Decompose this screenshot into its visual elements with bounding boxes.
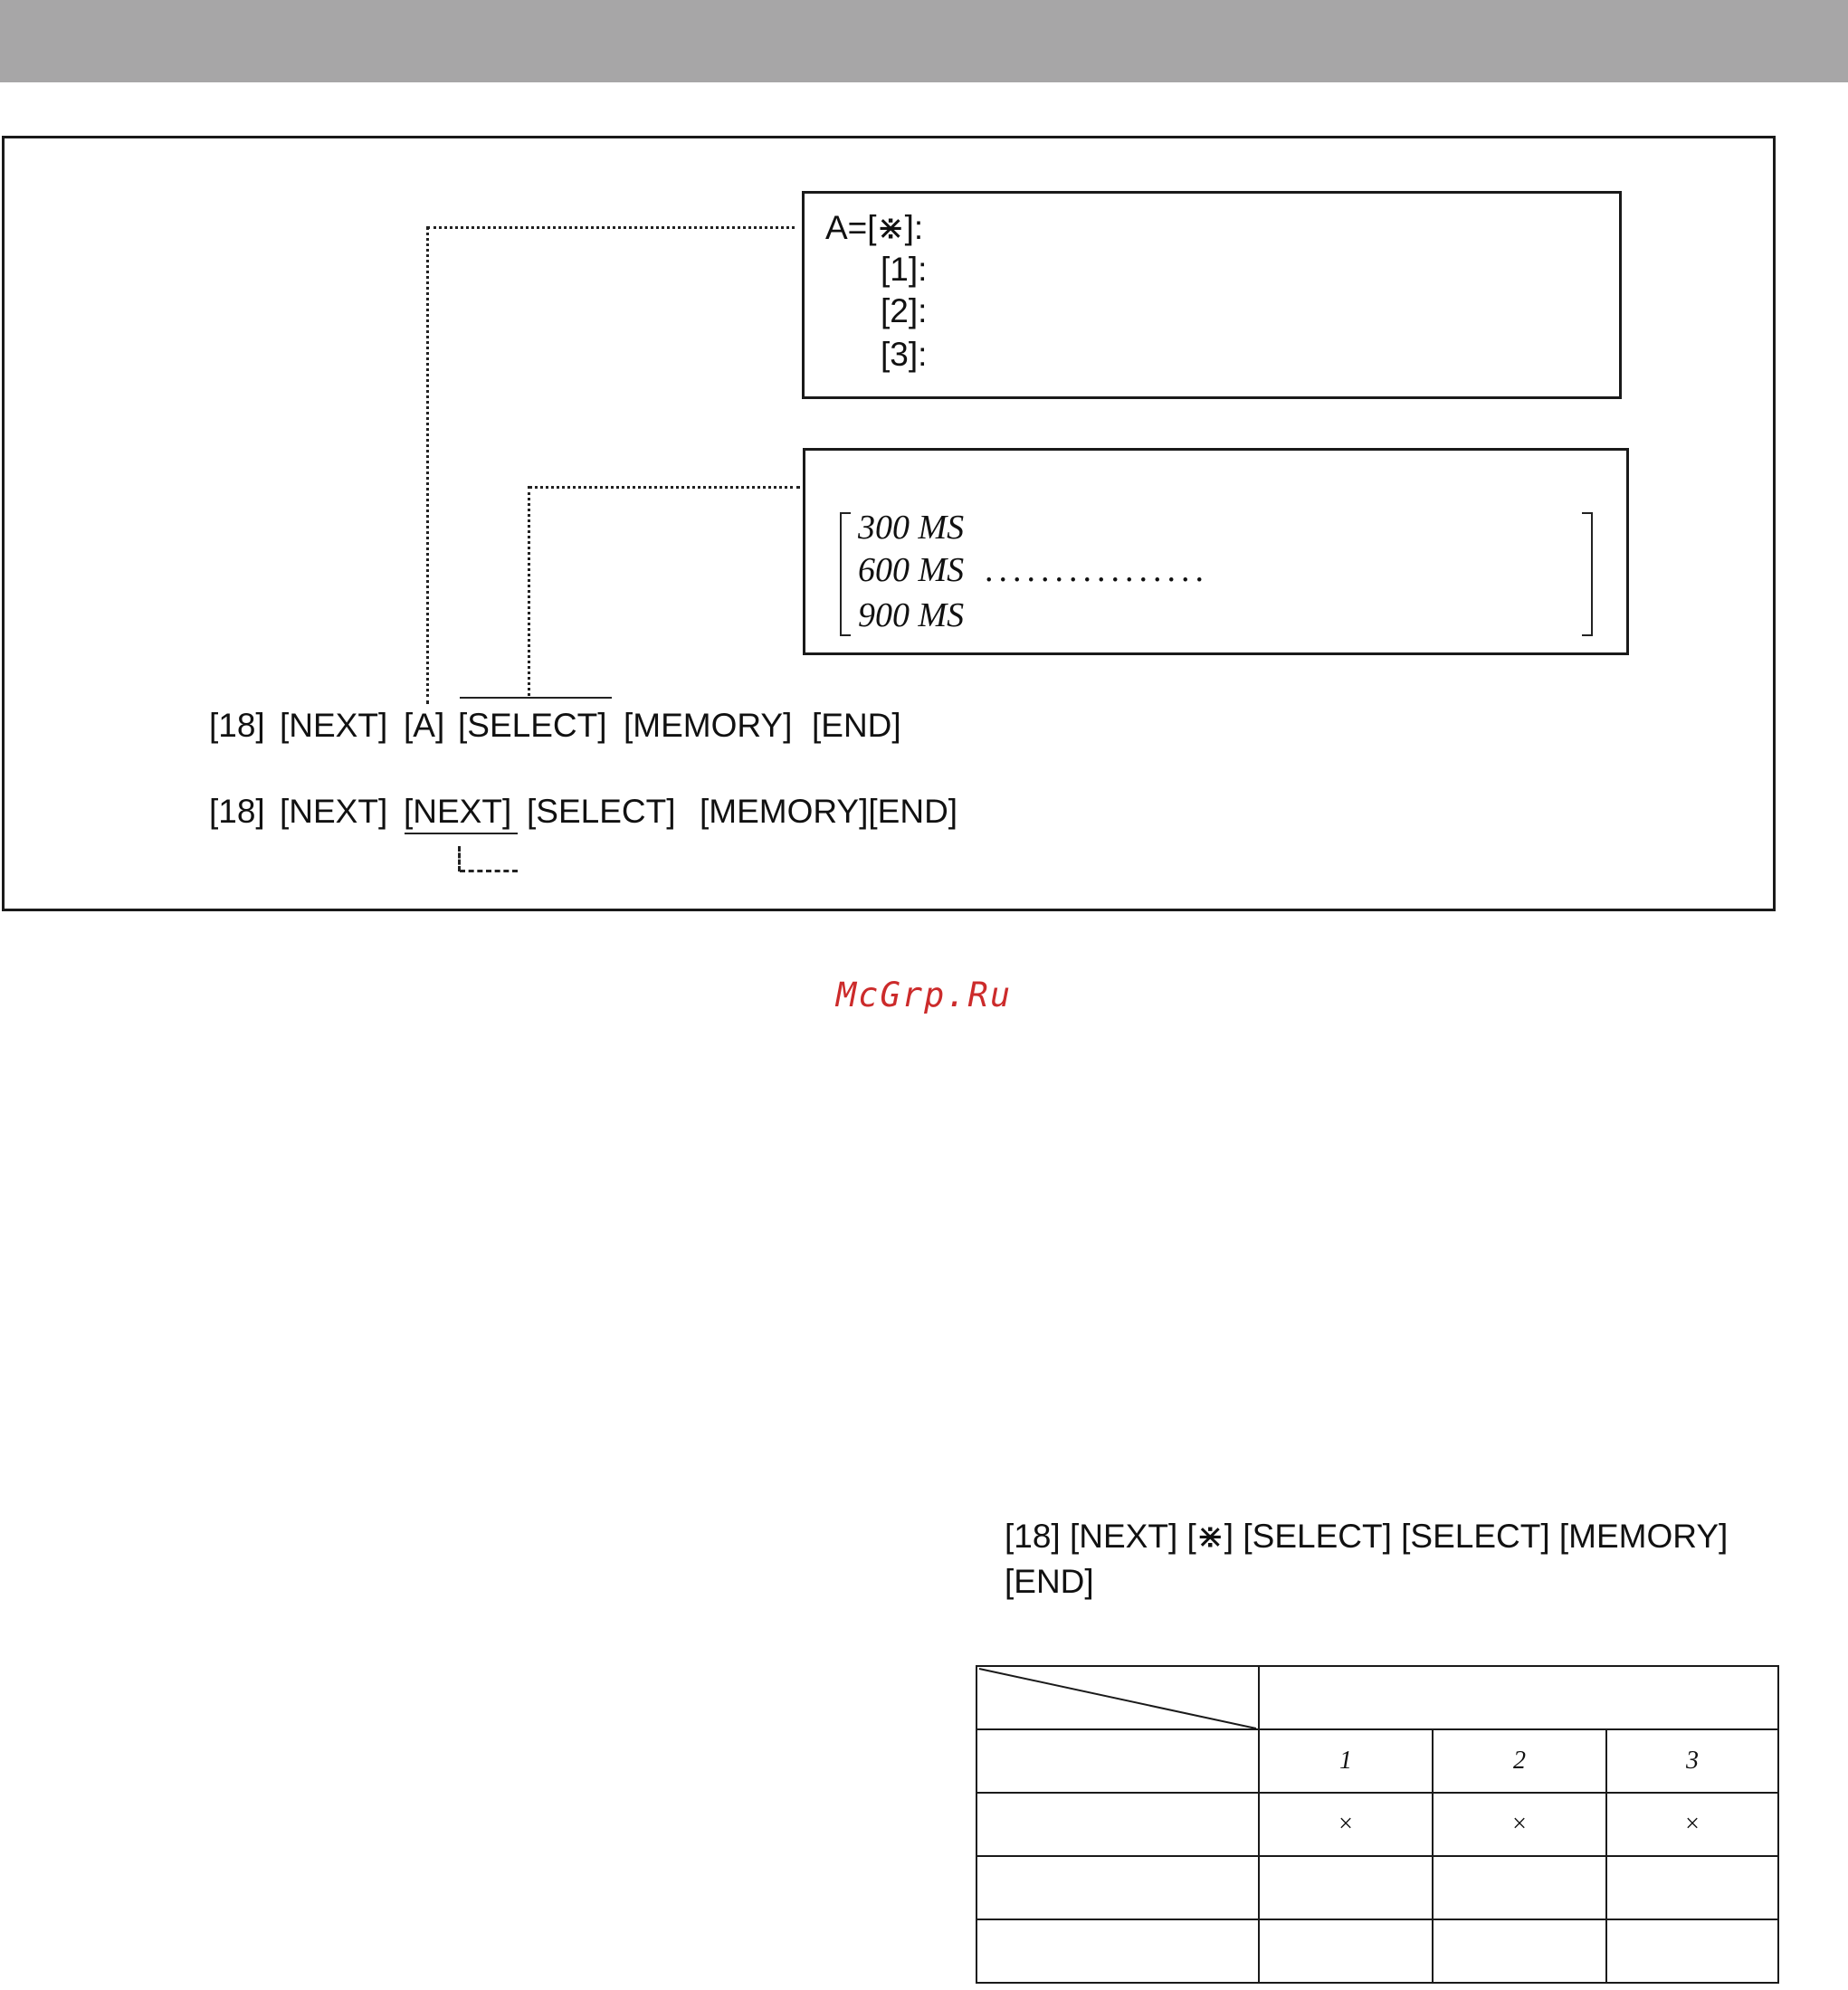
timing-option-900: 900 MS [858, 596, 965, 634]
table-row [976, 1919, 1778, 1983]
table-cell [1433, 1856, 1606, 1919]
seq1-key-18: [18] [209, 707, 265, 744]
connector-top-v [426, 226, 429, 704]
seq1-key-next: [NEXT] [280, 707, 388, 744]
connector-low-v [458, 846, 461, 871]
table-col-1: 1 [1259, 1729, 1433, 1793]
seq3-line-1: [18] [NEXT] [⋇] [SELECT] [SELECT] [MEMORY] [1005, 1518, 1729, 1555]
display-line-1: [1]: [881, 251, 928, 288]
table-row [976, 1793, 1778, 1856]
connector-mid-v [528, 486, 530, 696]
table-cell [1259, 1856, 1433, 1919]
display-line-2: [2]: [881, 292, 928, 329]
seq1-key-select: [SELECT] [458, 707, 607, 744]
table-header-span [1259, 1666, 1778, 1729]
seq2-key-next-2: [NEXT] [404, 793, 512, 830]
table-col-2: 2 [1433, 1729, 1606, 1793]
table-row [976, 1856, 1778, 1919]
bracket-left [840, 512, 851, 636]
table-row-label [976, 1793, 1259, 1856]
table-cell [1433, 1919, 1606, 1983]
table-corner-cell [976, 1666, 1259, 1729]
table-cell: × [1259, 1793, 1433, 1856]
table-cell [1606, 1919, 1778, 1983]
table-row-label [976, 1856, 1259, 1919]
settings-table [976, 1665, 1779, 1984]
seq2-key-18: [18] [209, 793, 265, 830]
seq1-key-end: [END] [812, 707, 901, 744]
table-cell [1259, 1919, 1433, 1983]
table-row [976, 1729, 1778, 1793]
seq2-key-next: [NEXT] [280, 793, 388, 830]
next-underline [405, 833, 518, 834]
seq2-key-memory-end: [MEMORY][END] [700, 793, 958, 830]
bracket-right [1582, 512, 1593, 636]
seq2-key-select: [SELECT] [527, 793, 676, 830]
display-line-3: [3]: [881, 336, 928, 373]
header-band [0, 0, 1848, 82]
table-row-label [976, 1729, 1259, 1793]
table-row-label [976, 1919, 1259, 1983]
table-col-3: 3 [1606, 1729, 1778, 1793]
seq3-line-2: [END] [1005, 1563, 1094, 1600]
watermark: McGrp.Ru [835, 976, 1013, 1014]
timing-option-300: 300 MS [858, 509, 965, 547]
table-cell: × [1606, 1793, 1778, 1856]
table-cell [1606, 1856, 1778, 1919]
seq1-key-a: [A] [404, 707, 445, 744]
display-line-a: A=[⋇]: [825, 209, 924, 246]
select-overline [460, 697, 612, 699]
table-cell: × [1433, 1793, 1606, 1856]
timing-option-600: 600 MS [858, 551, 965, 589]
connector-mid-h [529, 486, 800, 489]
table-header-row [976, 1666, 1778, 1729]
connector-low-h [460, 870, 518, 872]
timing-leader-dots: ................ [985, 551, 1209, 589]
connector-top-h [427, 226, 795, 229]
corner-diagonal [977, 1667, 1258, 1730]
seq1-key-memory: [MEMORY] [624, 707, 793, 744]
